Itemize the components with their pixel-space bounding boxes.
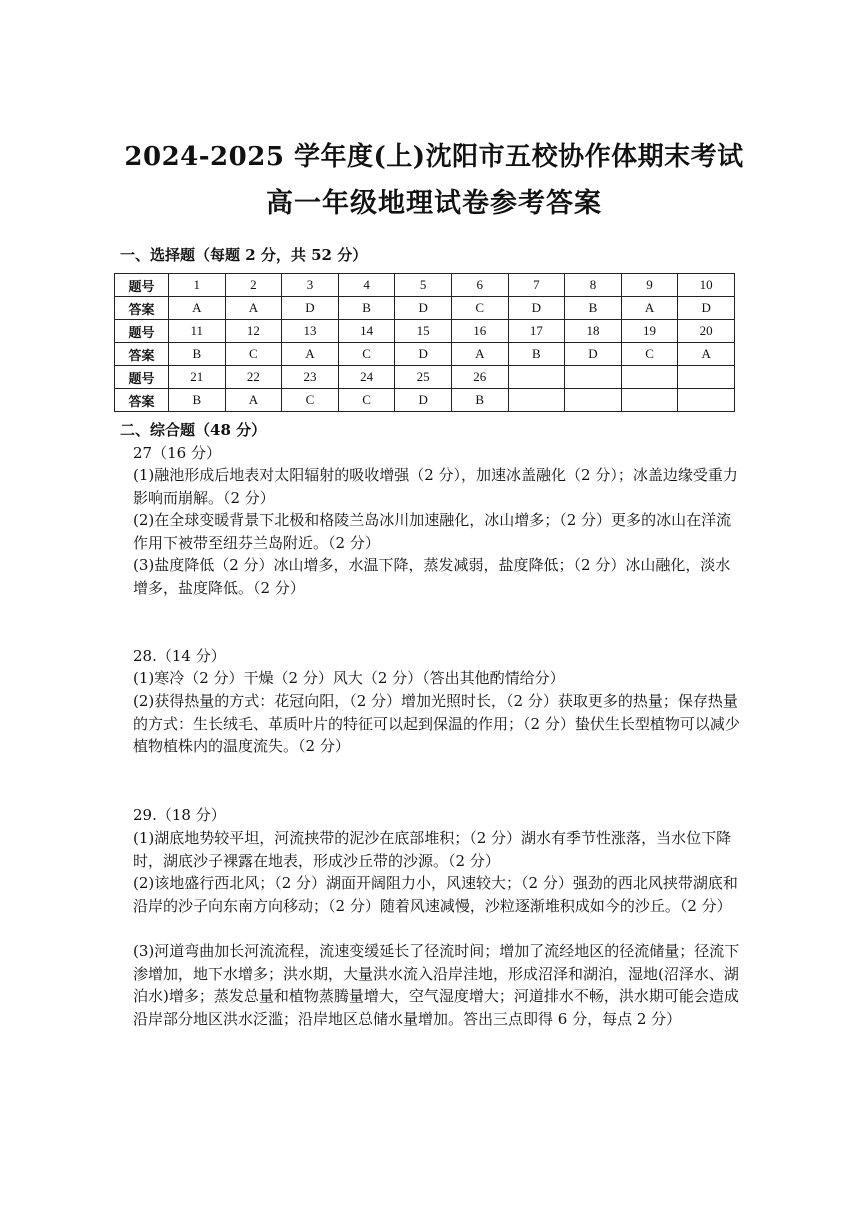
question-number-cell: 26 [451,366,508,389]
row-label-answer: 答案 [115,343,169,366]
question-number-cell: 8 [565,274,622,297]
question-number-cell: 5 [395,274,452,297]
q27-part1: (1)融池形成后地表对太阳辐射的吸收增强（2 分），加速冰盖融化（2 分）；冰盖边缘受重力影响而崩解。（2 分） [133,466,738,507]
question-number-cell [565,366,622,389]
answer-cell: C [338,389,395,412]
answer-cell: C [282,389,339,412]
question-number-cell: 15 [395,320,452,343]
question-number-cell: 9 [621,274,678,297]
answer-cell: A [621,297,678,320]
answer-cell: C [451,297,508,320]
row-label-answer: 答案 [115,389,169,412]
answer-cell: D [395,343,452,366]
answer-cell: B [565,297,622,320]
question-number-cell: 4 [338,274,395,297]
answer-cell [508,389,565,412]
question-number-row [115,274,735,297]
q28-part2: (2)获得热量的方式：花冠向阳，（2 分）增加光照时长，（2 分）获取更多的热量；保存热量的方式：生长绒毛、革质叶片的特征可以起到保温的作用；（2 分）蛰伏生长型植物可以减少植物植株内的温度流失。（2 分） [133,692,740,755]
exam-title: 2024-2025 学年度(上)沈阳市五校协作体期末考试 [124,142,744,172]
row-label-question: 题号 [115,366,169,389]
row-label-question: 题号 [115,274,169,297]
q28-heading: 28.（14 分） [133,647,226,665]
question-number-cell: 3 [282,274,339,297]
q27-part3: (3)盐度降低（2 分）冰山增多，水温下降，蒸发减弱，盐度降低；（2 分）冰山融化，淡水增多，盐度降低。（2 分） [133,556,731,597]
answer-cell: A [678,343,735,366]
answer-cell: B [169,343,226,366]
answer-cell: D [395,297,452,320]
answer-cell: D [508,297,565,320]
question-number-cell: 11 [169,320,226,343]
question-number-cell: 12 [225,320,282,343]
answer-cell: A [282,343,339,366]
question-number-cell: 21 [169,366,226,389]
answer-cell: D [565,343,622,366]
answer-row [115,389,735,412]
exam-subtitle: 高一年级地理试卷参考答案 [266,188,602,219]
q27-part2: (2)在全球变暖背景下北极和格陵兰岛冰川加速融化，冰山增多；（2 分）更多的冰山在洋流作用下被带至纽芬兰岛附近。（2 分） [133,511,732,552]
answer-cell: A [225,389,282,412]
question-number-cell: 22 [225,366,282,389]
question-number-cell [621,366,678,389]
answer-row [115,297,735,320]
question-number-row [115,320,735,343]
q29-part3: (3)河道弯曲加长河流流程，流速变缓延长了径流时间；增加了流经地区的径流储量；径流下渗增加，地下水增多；洪水期，大量洪水流入沿岸洼地，形成沼泽和湖泊，湿地(沼泽水、湖泊水)增多；蒸发总量和植物蒸腾量增大，空气湿度增大；河道排水不畅，洪水期可能会造成沿岸部分地区洪水泛滥；沿岸地区总储水量增加。答出三点即得 6 分，每点 2 分） [133,942,740,1028]
question-number-cell [508,366,565,389]
question-number-cell: 14 [338,320,395,343]
answer-row [115,343,735,366]
section1-heading: 一、选择题（每题 2 分，共 52 分） [120,246,368,264]
q29-heading: 29.（18 分） [133,806,226,824]
answer-cell: B [451,389,508,412]
question-number-cell: 2 [225,274,282,297]
answer-cell: D [395,389,452,412]
q27-heading: 27（16 分） [133,444,221,462]
question-number-cell: 6 [451,274,508,297]
answer-cell: A [169,297,226,320]
question-number-cell: 7 [508,274,565,297]
answer-cell [565,389,622,412]
answer-cell: A [451,343,508,366]
answer-cell [678,389,735,412]
section2-heading: 二、综合题（48 分） [120,421,267,439]
question-number-cell: 20 [678,320,735,343]
answer-cell: C [621,343,678,366]
q29-part1: (1)湖底地势较平坦，河流挟带的泥沙在底部堆积；（2 分）湖水有季节性涨落，当水位下降时，湖底沙子裸露在地表，形成沙丘带的沙源。（2 分） [133,829,732,870]
answer-cell: C [225,343,282,366]
answer-cell: D [678,297,735,320]
answer-cell: D [282,297,339,320]
question-number-cell: 13 [282,320,339,343]
question-number-cell: 10 [678,274,735,297]
question-number-cell: 23 [282,366,339,389]
question-number-cell: 17 [508,320,565,343]
question-number-cell: 25 [395,366,452,389]
question-number-cell: 18 [565,320,622,343]
q29-part2: (2)该地盛行西北风；（2 分）湖面开阔阻力小，风速较大；（2 分）强劲的西北风挟带湖底和沿岸的沙子向东南方向移动；（2 分）随着风速减慢，沙粒逐渐堆积成如今的沙丘。（2 分） [133,874,738,915]
answer-cell [621,389,678,412]
question-number-cell: 1 [169,274,226,297]
question-number-cell: 19 [621,320,678,343]
row-label-question: 题号 [115,320,169,343]
answer-cell: C [338,343,395,366]
question-number-cell: 24 [338,366,395,389]
answer-cell: B [508,343,565,366]
q28-part1: (1)寒冷（2 分）干燥（2 分）风大（2 分）（答出其他酌情给分） [133,669,565,687]
question-number-cell: 16 [451,320,508,343]
answer-table [114,273,735,412]
answer-cell: B [338,297,395,320]
question-number-row [115,366,735,389]
answer-cell: B [169,389,226,412]
question-number-cell [678,366,735,389]
answer-cell: A [225,297,282,320]
row-label-answer: 答案 [115,297,169,320]
